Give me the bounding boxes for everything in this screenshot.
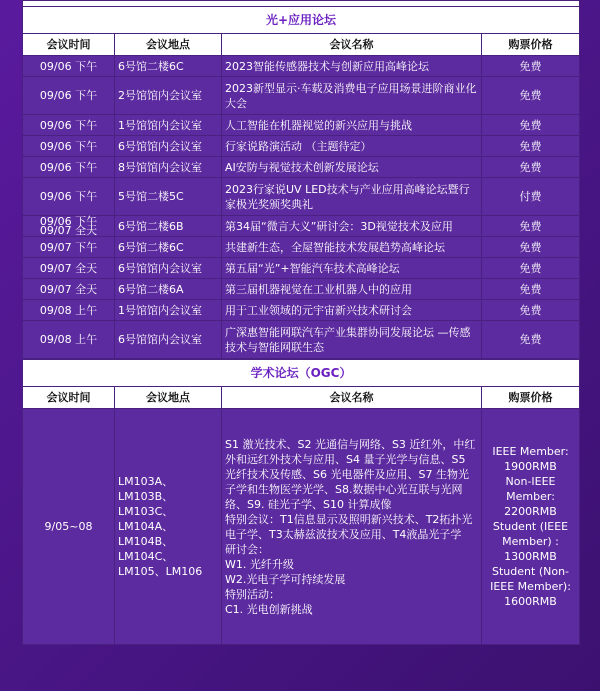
cell-location: 8号馆馆内会议室 <box>115 157 222 178</box>
cell-price: 免费 <box>482 115 580 136</box>
schedule-tables <box>22 0 579 645</box>
cell-name: 行家说路演活动 （主题待定） <box>222 136 482 157</box>
cell-name <box>222 409 482 645</box>
header-location: 会议地点 <box>115 34 222 56</box>
cell-price: 免费 <box>482 136 580 157</box>
name-line: C1. 光电创新挑战 <box>225 602 313 616</box>
cell-time: 09/07 全天 <box>23 279 115 300</box>
name-line: W2.光电子学可持续发展 <box>225 572 346 586</box>
table-row <box>23 409 580 645</box>
cell-location: 6号馆馆内会议室 <box>115 136 222 157</box>
cell-time: 09/06 下午 <box>23 136 115 157</box>
header-price: 购票价格 <box>482 387 580 409</box>
cell-location: 5号馆二楼5C <box>115 178 222 216</box>
cell-time: 09/07 下午 <box>23 237 115 258</box>
table-row <box>23 321 580 359</box>
table-header-row <box>23 34 580 56</box>
name-line: W1. 光纤升级 <box>225 557 294 571</box>
cell-location: 6号馆二楼6B <box>115 216 222 237</box>
table-row <box>23 136 580 157</box>
cell-location: 2号馆馆内会议室 <box>115 77 222 115</box>
cell-location: 6号馆二楼6C <box>115 237 222 258</box>
name-line: 研讨会： <box>225 542 269 556</box>
cell-name: 广深惠智能网联汽车产业集群协同发展论坛 —传感技术与智能网联生态 <box>222 321 482 359</box>
header-location: 会议地点 <box>115 387 222 409</box>
cell-time: 09/06 下午 <box>23 178 115 216</box>
cell-price: 免费 <box>482 216 580 237</box>
cell-price: 免费 <box>482 77 580 115</box>
header-name: 会议名称 <box>222 34 482 56</box>
cell-name: 2023智能传感器技术与创新应用高峰论坛 <box>222 56 482 77</box>
header-time: 会议时间 <box>23 34 115 56</box>
ogc-table <box>22 359 580 645</box>
cell-name: 人工智能在机器视觉的新兴应用与挑战 <box>222 115 482 136</box>
cell-name: 第34届“微言大义”研讨会：3D视觉技术及应用 <box>222 216 482 237</box>
header-price: 购票价格 <box>482 34 580 56</box>
table-row <box>23 237 580 258</box>
cell-location: 6号馆馆内会议室 <box>115 321 222 359</box>
table-header-row <box>23 387 580 409</box>
forum-table <box>22 0 580 359</box>
cell-name: 2023新型显示·车载及消费电子应用场景进阶商业化大会 <box>222 77 482 115</box>
cell-location: 1号馆馆内会议室 <box>115 115 222 136</box>
table-row <box>23 77 580 115</box>
price-line: Student (IEEE Member) : 1300RMB <box>492 520 569 563</box>
cell-time: 09/06 下午 <box>23 115 115 136</box>
cell-time: 09/06 下午 <box>23 157 115 178</box>
table-row <box>23 300 580 321</box>
cell-name: AI安防与视觉技术创新发展论坛 <box>222 157 482 178</box>
cell-location: 6号馆馆内会议室 <box>115 258 222 279</box>
cell-price: 免费 <box>482 258 580 279</box>
name-line: 特别活动： <box>225 587 280 601</box>
table-row <box>23 178 580 216</box>
section-title: 学术论坛（OGC） <box>23 360 580 387</box>
table-row <box>23 115 580 136</box>
table-row <box>23 258 580 279</box>
cell-time: 9/05~08 <box>23 409 115 645</box>
cell-name: 用于工业领域的元宇宙新兴技术研讨会 <box>222 300 482 321</box>
table-row <box>23 157 580 178</box>
table-row <box>23 56 580 77</box>
cell-price <box>482 409 580 645</box>
cell-name: 2023行家说UV LED技术与产业应用高峰论坛暨行家极光奖颁奖典礼 <box>222 178 482 216</box>
cell-price: 付费 <box>482 178 580 216</box>
table-row <box>23 216 580 237</box>
cell-price: 免费 <box>482 279 580 300</box>
cell-price: 免费 <box>482 321 580 359</box>
cell-time: 09/07 全天 <box>23 258 115 279</box>
price-line: IEEE Member: 1900RMB <box>492 445 569 473</box>
cell-price: 免费 <box>482 56 580 77</box>
cell-time: 09/06 下午 <box>23 77 115 115</box>
header-name: 会议名称 <box>222 387 482 409</box>
cell-time: 09/06 下午 09/07 全天 <box>23 216 115 237</box>
section-title-row <box>23 360 580 387</box>
cell-location: 6号馆二楼6A <box>115 279 222 300</box>
cell-location: 6号馆二楼6C <box>115 56 222 77</box>
table-row <box>23 279 580 300</box>
cell-price: 免费 <box>482 237 580 258</box>
cell-name: 第三届机器视觉在工业机器人中的应用 <box>222 279 482 300</box>
cell-time: 09/08 上午 <box>23 321 115 359</box>
name-line: 特别会议：T1信息显示及照明新兴技术、T2拓扑光电子学、T3太赫兹波技术及应用、T4液晶光子学 <box>225 512 473 541</box>
section-title: 光+应用论坛 <box>23 7 580 34</box>
price-line: Non-IEEE Member: 2200RMB <box>504 475 557 518</box>
section-title-row <box>23 7 580 34</box>
cell-price: 免费 <box>482 157 580 178</box>
cell-name: 共建新生态，全屋智能技术发展趋势高峰论坛 <box>222 237 482 258</box>
cell-location: 1号馆馆内会议室 <box>115 300 222 321</box>
name-line: S1 激光技术、S2 光通信与网络、S3 近红外，中红外和远红外技术与应用、S4 量子光学与信息、S5 光纤技术及传感、S6 光电器件及应用、S7 生物光子学和生物医学光学、S8.数据中心光互联与光网络、S9. 硅光子学、S10 计算成像 <box>225 437 476 511</box>
cell-time: 09/06 下午 <box>23 56 115 77</box>
cell-location: LM103A、LM103B、LM103C、LM104A、LM104B、LM104C、LM105、LM106 <box>115 409 222 645</box>
cell-time: 09/08 上午 <box>23 300 115 321</box>
price-line: Student (Non-IEEE Member): 1600RMB <box>490 565 571 608</box>
cell-price: 免费 <box>482 300 580 321</box>
header-time: 会议时间 <box>23 387 115 409</box>
cell-name: 第五届“光”+智能汽车技术高峰论坛 <box>222 258 482 279</box>
